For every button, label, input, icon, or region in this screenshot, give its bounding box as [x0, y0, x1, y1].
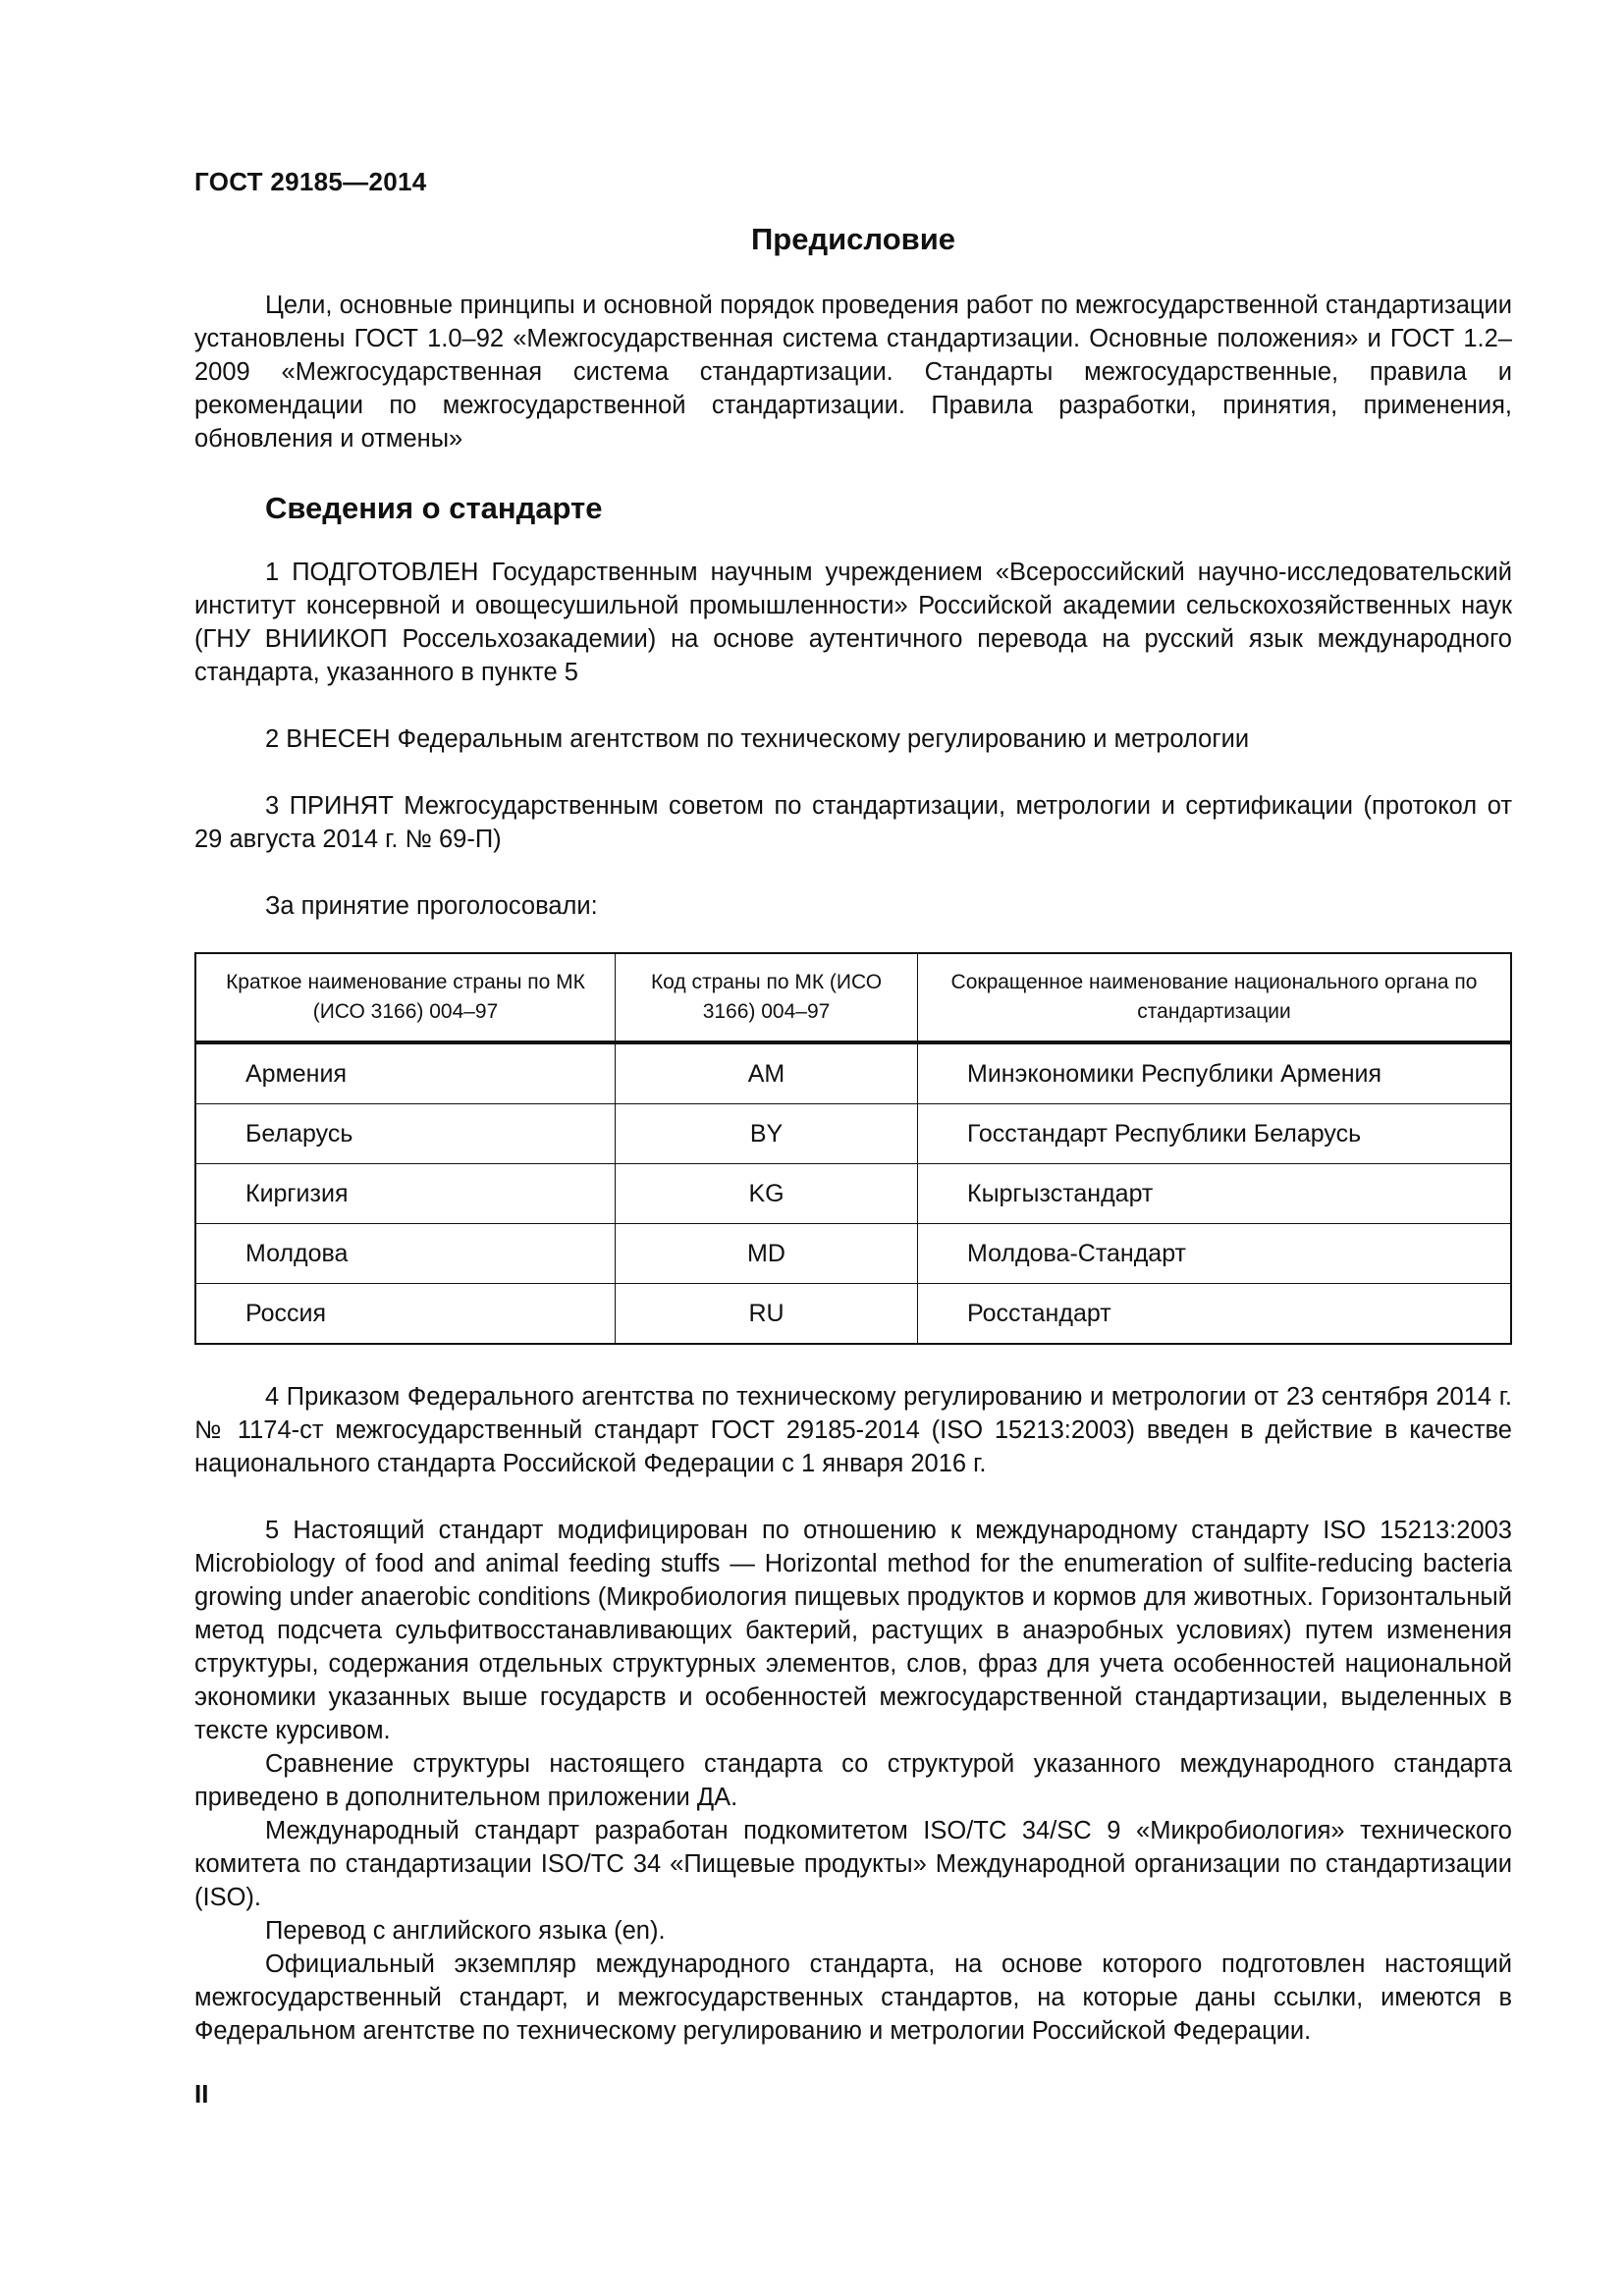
cell-national-body: Молдова-Стандарт	[918, 1224, 1512, 1284]
member-states-table	[194, 952, 1512, 1345]
cell-country: Беларусь	[195, 1104, 616, 1164]
table-row	[195, 1042, 1511, 1104]
info-item-5: 5 Настоящий стандарт модифицирован по отношению к международному стандарту ISO 15213:2003 Microbiology of food and animal feeding stuffs — Horizontal method for the enumeration of sulfite-reducing bacteria growing under anaerobic conditions (Микробиология пищевых продуктов и кормов для животных. Горизонтальный метод подсчета сульфитвосстанавливающих бактерий, растущих в анаэробных условиях) путем изменения структуры, содержания отдельных структурных элементов, слов, фраз для учета особенностей национальной экономики указанных выше государств и особенностей межгосударственной стандартизации, выделенных в тексте курсивом.	[194, 1517, 1512, 1744]
cell-country: Киргизия	[195, 1164, 616, 1224]
votes-label: За принятие проголосовали:	[265, 892, 598, 920]
cell-national-body: Госстандарт Республики Беларусь	[918, 1104, 1512, 1164]
table-row	[195, 1284, 1511, 1345]
cell-national-body: Минэкономики Республики Армения	[918, 1042, 1512, 1104]
cell-country: Россия	[195, 1284, 616, 1345]
page-content	[194, 222, 1512, 2048]
header-national-body: Сокращенное наименование национального органа по стандартизации	[918, 953, 1512, 1042]
cell-code: AM	[616, 1042, 918, 1104]
info-item-3: 3 ПРИНЯТ Межгосударственным советом по стандартизации, метрологии и сертификации (протокол от 29 августа 2014 г. № 69-П)	[194, 792, 1512, 853]
cell-country: Молдова	[195, 1224, 616, 1284]
foreword-title: Предисловие	[750, 222, 955, 256]
info-item-5-comparison: Сравнение структуры настоящего стандарта со структурой указанного международного стандарта приведено в дополнительном приложении ДА.	[194, 1750, 1512, 1811]
info-item-5-translation: Перевод с английского языка (en).	[265, 1917, 666, 1945]
info-item-2: 2 ВНЕСЕН Федеральным агентством по техническому регулированию и метрологии	[265, 725, 1250, 753]
header-country: Краткое наименование страны по МК (ИСО 3166) 004–97	[195, 953, 616, 1042]
table-row	[195, 1164, 1511, 1224]
cell-code: KG	[616, 1164, 918, 1224]
header-code: Код страны по МК (ИСО 3166) 004–97	[616, 953, 918, 1042]
cell-national-body: Росстандарт	[918, 1284, 1512, 1345]
info-item-5-developer: Международный стандарт разработан подкомитетом ISO/TC 34/SC 9 «Микробиология» технического комитета по стандартизации ISO/TC 34 «Пищевые продукты» Международной организации по стандартизации (ISO).	[194, 1817, 1512, 1911]
standard-info-title: Сведения о стандарте	[265, 491, 603, 525]
info-item-1: 1 ПОДГОТОВЛЕН Государственным научным учреждением «Всероссийский научно-исследовательский институт консервной и овощесушильной промышленности» Российской академии сельскохозяйственных наук (ГНУ ВНИИКОП Россельхозакадемии) на основе аутентичного перевода на русский язык международного стандарта, указанного в пункте 5	[194, 559, 1512, 686]
cell-code: RU	[616, 1284, 918, 1345]
foreword-intro: Цели, основные принципы и основной порядок проведения работ по межгосударственной стандартизации установлены ГОСТ 1.0–92 «Межгосударственная система стандартизации. Основные положения» и ГОСТ 1.2–2009 «Межгосударственная система стандартизации. Стандарты межгосударственные, правила и рекомендации по межгосударственной стандартизации. Правила разработки, принятия, применения, обновления и отмены»	[194, 292, 1512, 453]
info-item-4: 4 Приказом Федерального агентства по техническому регулированию и метрологии от 23 сентября 2014 г. № 1174-ст межгосударственный стандарт ГОСТ 29185-2014 (ISO 15213:2003) введен в действие в качестве национального стандарта Российской Федерации с 1 января 2016 г.	[194, 1383, 1512, 1477]
page-number: II	[194, 2079, 209, 2109]
cell-country: Армения	[245, 1059, 347, 1088]
cell-code: MD	[616, 1224, 918, 1284]
table-header-row	[195, 953, 1511, 1042]
table-row	[195, 1224, 1511, 1284]
info-item-5-official-copy: Официальный экземпляр международного стандарта, на основе которого подготовлен настоящий межгосударственный стандарт, и межгосударственных стандартов, на которые даны ссылки, имеются в Федеральном агентстве по техническому регулированию и метрологии Российской Федерации.	[194, 1950, 1512, 2045]
cell-national-body: Кыргызстандарт	[918, 1164, 1512, 1224]
cell-code: BY	[616, 1104, 918, 1164]
document-code: ГОСТ 29185—2014	[194, 167, 427, 196]
table-row	[195, 1104, 1511, 1164]
